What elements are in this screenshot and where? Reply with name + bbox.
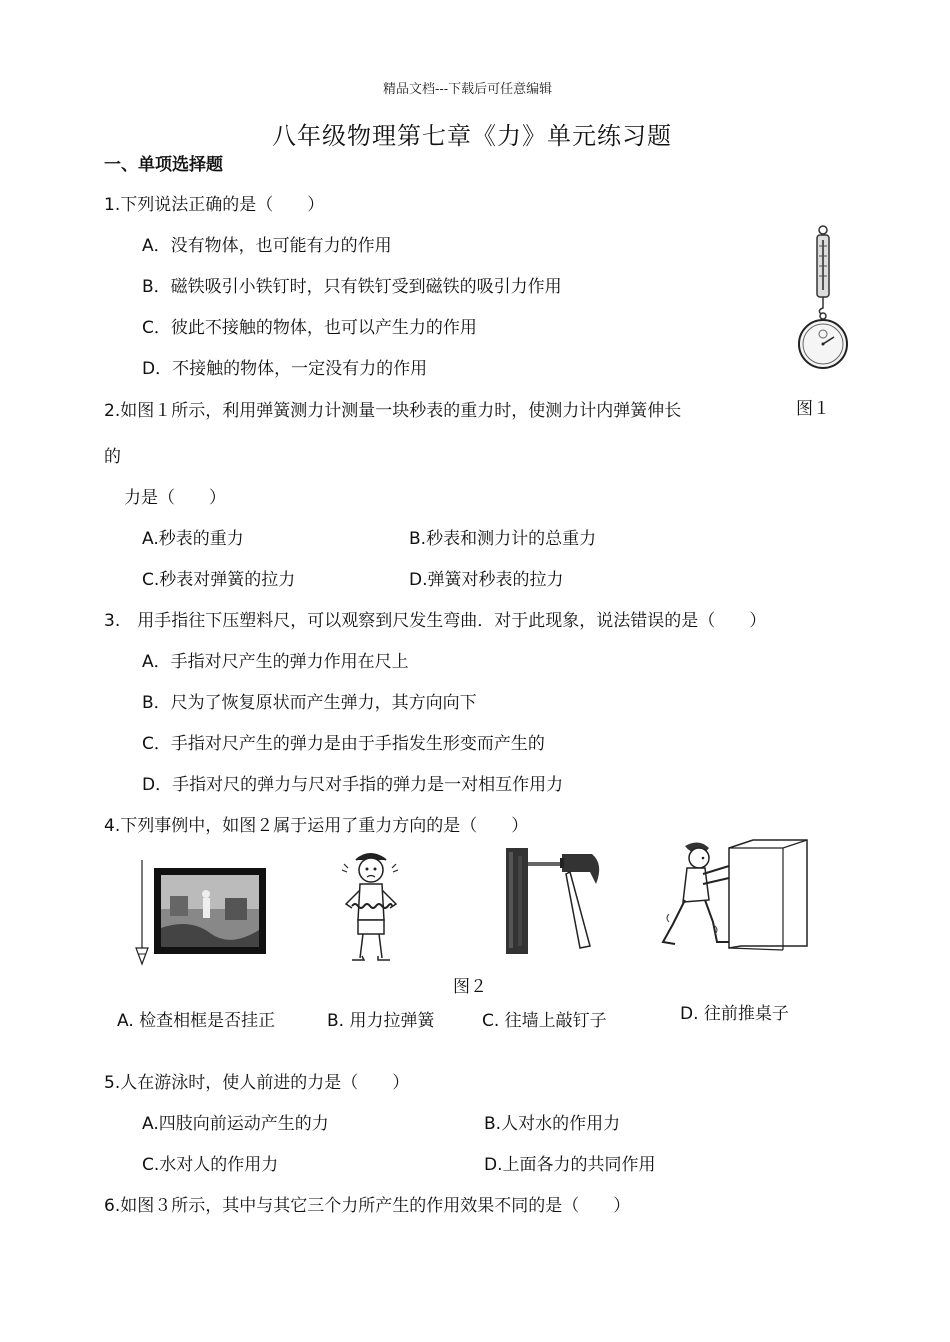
q5-option-d: D.上面各力的共同作用: [484, 1155, 656, 1175]
q2-option-d: D.弹簧对秒表的拉力: [409, 570, 564, 590]
q2-option-c: C.秒表对弹簧的拉力: [142, 570, 296, 590]
figure-2a-picture-frame: [130, 858, 270, 968]
page-title: 八年级物理第七章《力》单元练习题: [272, 122, 672, 150]
q3-option-b: B．尺为了恢复原状而产生弹力，其方向向下: [142, 693, 477, 713]
figure-2b-pull-spring: [330, 846, 412, 970]
q4-option-a: A. 检查相框是否挂正: [117, 1011, 276, 1031]
q2-option-a: A.秒表的重力: [142, 529, 244, 549]
figure-1-label: 图１: [796, 399, 830, 419]
q4-option-c: C. 往墙上敲钉子: [482, 1011, 607, 1031]
q1-option-d: D．不接触的物体，一定没有力的作用: [142, 359, 428, 379]
q4-stem: 4.下列事例中，如图２属于运用了重力方向的是（ ）: [104, 816, 529, 836]
q5-option-b: B.人对水的作用力: [484, 1114, 621, 1134]
figure-2d-push-box: [655, 838, 815, 954]
section-heading: 一、单项选择题: [104, 155, 223, 175]
q1-option-b: B．磁铁吸引小铁钉时，只有铁钉受到磁铁的吸引力作用: [142, 277, 562, 297]
q1-stem: 1.下列说法正确的是（ ）: [104, 195, 325, 215]
figure-2c-hammer-nail: [500, 846, 610, 958]
figure-2-label: 图２: [453, 977, 487, 997]
figure-1-spring-scale: [792, 224, 864, 374]
q4-option-d: D. 往前推桌子: [680, 1004, 789, 1024]
q5-option-c: C.水对人的作用力: [142, 1155, 279, 1175]
q4-option-b: B. 用力拉弹簧: [327, 1011, 435, 1031]
q5-option-a: A.四肢向前运动产生的力: [142, 1114, 329, 1134]
q3-option-a: A．手指对尺产生的弹力作用在尺上: [142, 652, 409, 672]
q2-option-b: B.秒表和测力计的总重力: [409, 529, 597, 549]
q1-option-c: C．彼此不接触的物体，也可以产生力的作用: [142, 318, 477, 338]
q3-stem: 3. 用手指往下压塑料尺，可以观察到尺发生弯曲．对于此现象，说法错误的是（ ）: [104, 611, 767, 631]
q2-stem-line2: 的: [104, 447, 121, 467]
q2-stem-line3: 力是（ ）: [124, 488, 226, 508]
q6-stem: 6.如图３所示，其中与其它三个力所产生的作用效果不同的是（ ）: [104, 1196, 631, 1216]
q1-option-a: A．没有物体，也可能有力的作用: [142, 236, 392, 256]
q3-option-d: D．手指对尺的弹力与尺对手指的弹力是一对相互作用力: [142, 775, 564, 795]
page-header: 精品文档---下载后可任意编辑: [383, 82, 553, 97]
q5-stem: 5.人在游泳时，使人前进的力是（ ）: [104, 1073, 410, 1093]
q3-option-c: C．手指对尺产生的弹力是由于手指发生形变而产生的: [142, 734, 545, 754]
q2-stem-line1: 2.如图１所示，利用弹簧测力计测量一块秒表的重力时，使测力计内弹簧伸长: [104, 401, 682, 421]
